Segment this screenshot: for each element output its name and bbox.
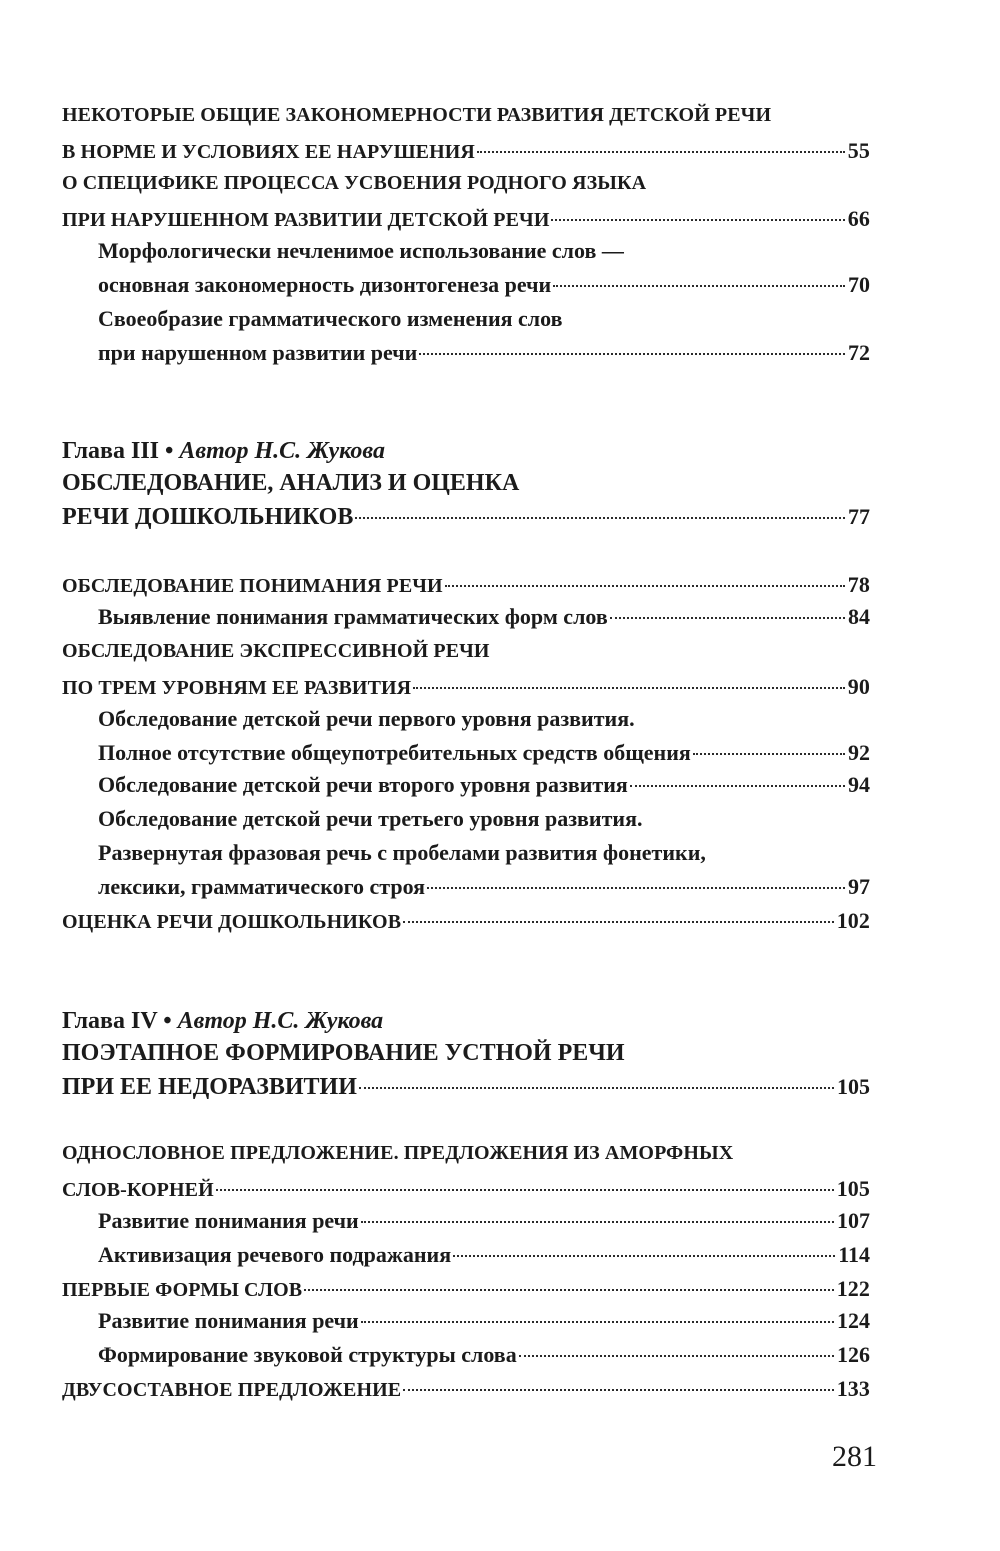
toc-subentry[interactable]: при нарушенном развитии речи 72 [98, 340, 870, 365]
page-ref: 133 [836, 1376, 870, 1401]
toc-entry-title: ОБСЛЕДОВАНИЕ ЭКСПРЕССИВНОЙ РЕЧИ [62, 640, 490, 662]
chapter-4-author: Автор Н.С. Жукова [177, 1008, 384, 1034]
page-ref: 114 [838, 1242, 870, 1267]
toc-subentry-title: Развернутая фразовая речь с пробелами развития фонетики, [98, 840, 706, 865]
dot-leader [403, 1388, 833, 1391]
dot-leader [355, 516, 845, 519]
dot-leader [361, 1220, 834, 1223]
toc-subentry[interactable]: Развитие понимания речи 124 [98, 1308, 870, 1333]
page-ref: 97 [848, 874, 870, 899]
dot-leader [361, 1320, 834, 1323]
toc-entry[interactable]: СЛОВ-КОРНЕЙ 105 [62, 1176, 870, 1201]
toc-subentry-title: Морфологически нечленимое использование слов — [98, 238, 624, 263]
toc-entry[interactable]: ПО ТРЕМ УРОВНЯМ ЕЕ РАЗВИТИЯ 90 [62, 674, 870, 699]
page-ref: 77 [848, 504, 870, 529]
chapter-3-author: Автор Н.С. Жукова [179, 438, 385, 464]
toc-entry[interactable]: В НОРМЕ И УСЛОВИЯХ ЕЕ НАРУШЕНИЯ 55 [62, 138, 870, 163]
chapter-4-entry[interactable]: ПРИ ЕЕ НЕДОРАЗВИТИИ 105 [62, 1074, 870, 1100]
dot-leader [630, 784, 845, 787]
dot-leader [610, 616, 845, 619]
page-ref: 105 [836, 1176, 870, 1201]
page-ref: 84 [848, 604, 870, 629]
chapter-3-entry[interactable]: РЕЧИ ДОШКОЛЬНИКОВ 77 [62, 504, 870, 530]
dot-leader [553, 284, 845, 287]
page-ref: 90 [847, 674, 870, 699]
dot-leader [304, 1288, 833, 1291]
chapter-3-title: ОБСЛЕДОВАНИЕ, АНАЛИЗ И ОЦЕНКА [62, 470, 520, 496]
toc-entry[interactable]: ДВУСОСТАВНОЕ ПРЕДЛОЖЕНИЕ 133 [62, 1376, 870, 1401]
chapter-3-label: Глава III • Автор Н.С. Жукова [62, 438, 385, 464]
page-ref: 66 [847, 206, 870, 231]
toc-entry[interactable]: ПРИ НАРУШЕННОМ РАЗВИТИИ ДЕТСКОЙ РЕЧИ 66 [62, 206, 870, 231]
page-ref: 124 [837, 1308, 870, 1333]
dot-leader [359, 1086, 834, 1089]
toc-subentry[interactable]: основная закономерность дизонтогенеза речи 70 [98, 272, 870, 297]
page-ref: 55 [847, 138, 870, 163]
toc-subentry[interactable]: Обследование детской речи второго уровня развития 94 [98, 772, 870, 797]
page-ref: 102 [836, 908, 870, 933]
page-number: 281 [832, 1440, 877, 1473]
dot-leader [519, 1354, 834, 1357]
toc-entry-title: О СПЕЦИФИКЕ ПРОЦЕССА УСВОЕНИЯ РОДНОГО ЯЗЫКА [62, 172, 647, 194]
dot-leader [419, 352, 845, 355]
page-ref: 107 [837, 1208, 870, 1233]
toc-subentry-title: Обследование детской речи третьего уровня развития. [98, 806, 643, 831]
toc-subentry[interactable]: Выявление понимания грамматических форм слов 84 [98, 604, 870, 629]
toc-subentry[interactable]: Развитие понимания речи 107 [98, 1208, 870, 1233]
toc-entry[interactable]: ОБСЛЕДОВАНИЕ ПОНИМАНИЯ РЕЧИ 78 [62, 572, 870, 597]
dot-leader [216, 1188, 834, 1191]
page-ref: 94 [848, 772, 870, 797]
dot-leader [427, 886, 845, 889]
toc-subentry-title: Своеобразие грамматического изменения слов [98, 306, 563, 331]
dot-leader [477, 150, 845, 153]
page-ref: 72 [848, 340, 870, 365]
dot-leader [453, 1254, 835, 1257]
toc-subentry[interactable]: лексики, грамматического строя 97 [98, 874, 870, 899]
chapter-4-label: Глава IV • Автор Н.С. Жукова [62, 1008, 384, 1034]
toc-subentry[interactable]: Формирование звуковой структуры слова 126 [98, 1342, 870, 1367]
toc-subentry[interactable]: Активизация речевого подражания 114 [98, 1242, 870, 1267]
toc-subentry-title: Обследование детской речи первого уровня развития. [98, 706, 635, 731]
toc-entry[interactable]: ОЦЕНКА РЕЧИ ДОШКОЛЬНИКОВ 102 [62, 908, 870, 933]
dot-leader [413, 686, 845, 689]
toc-entry[interactable]: ПЕРВЫЕ ФОРМЫ СЛОВ 122 [62, 1276, 870, 1301]
page-ref: 126 [837, 1342, 870, 1367]
page-ref: 92 [848, 740, 870, 765]
page-ref: 105 [837, 1074, 870, 1099]
page-ref: 122 [836, 1276, 870, 1301]
dot-leader [693, 752, 845, 755]
dot-leader [403, 920, 834, 923]
page-ref: 78 [847, 572, 870, 597]
toc-subentry[interactable]: Полное отсутствие общеупотребительных средств общения 92 [98, 740, 870, 765]
dot-leader [551, 218, 844, 221]
toc-entry-title: НЕКОТОРЫЕ ОБЩИЕ ЗАКОНОМЕРНОСТИ РАЗВИТИЯ ДЕТСКОЙ РЕЧИ [62, 104, 772, 126]
page-ref: 70 [848, 272, 870, 297]
toc-entry-title: ОДНОСЛОВНОЕ ПРЕДЛОЖЕНИЕ. ПРЕДЛОЖЕНИЯ ИЗ АМОРФНЫХ [62, 1142, 734, 1164]
dot-leader [445, 584, 845, 587]
chapter-4-title: ПОЭТАПНОЕ ФОРМИРОВАНИЕ УСТНОЙ РЕЧИ [62, 1040, 625, 1066]
